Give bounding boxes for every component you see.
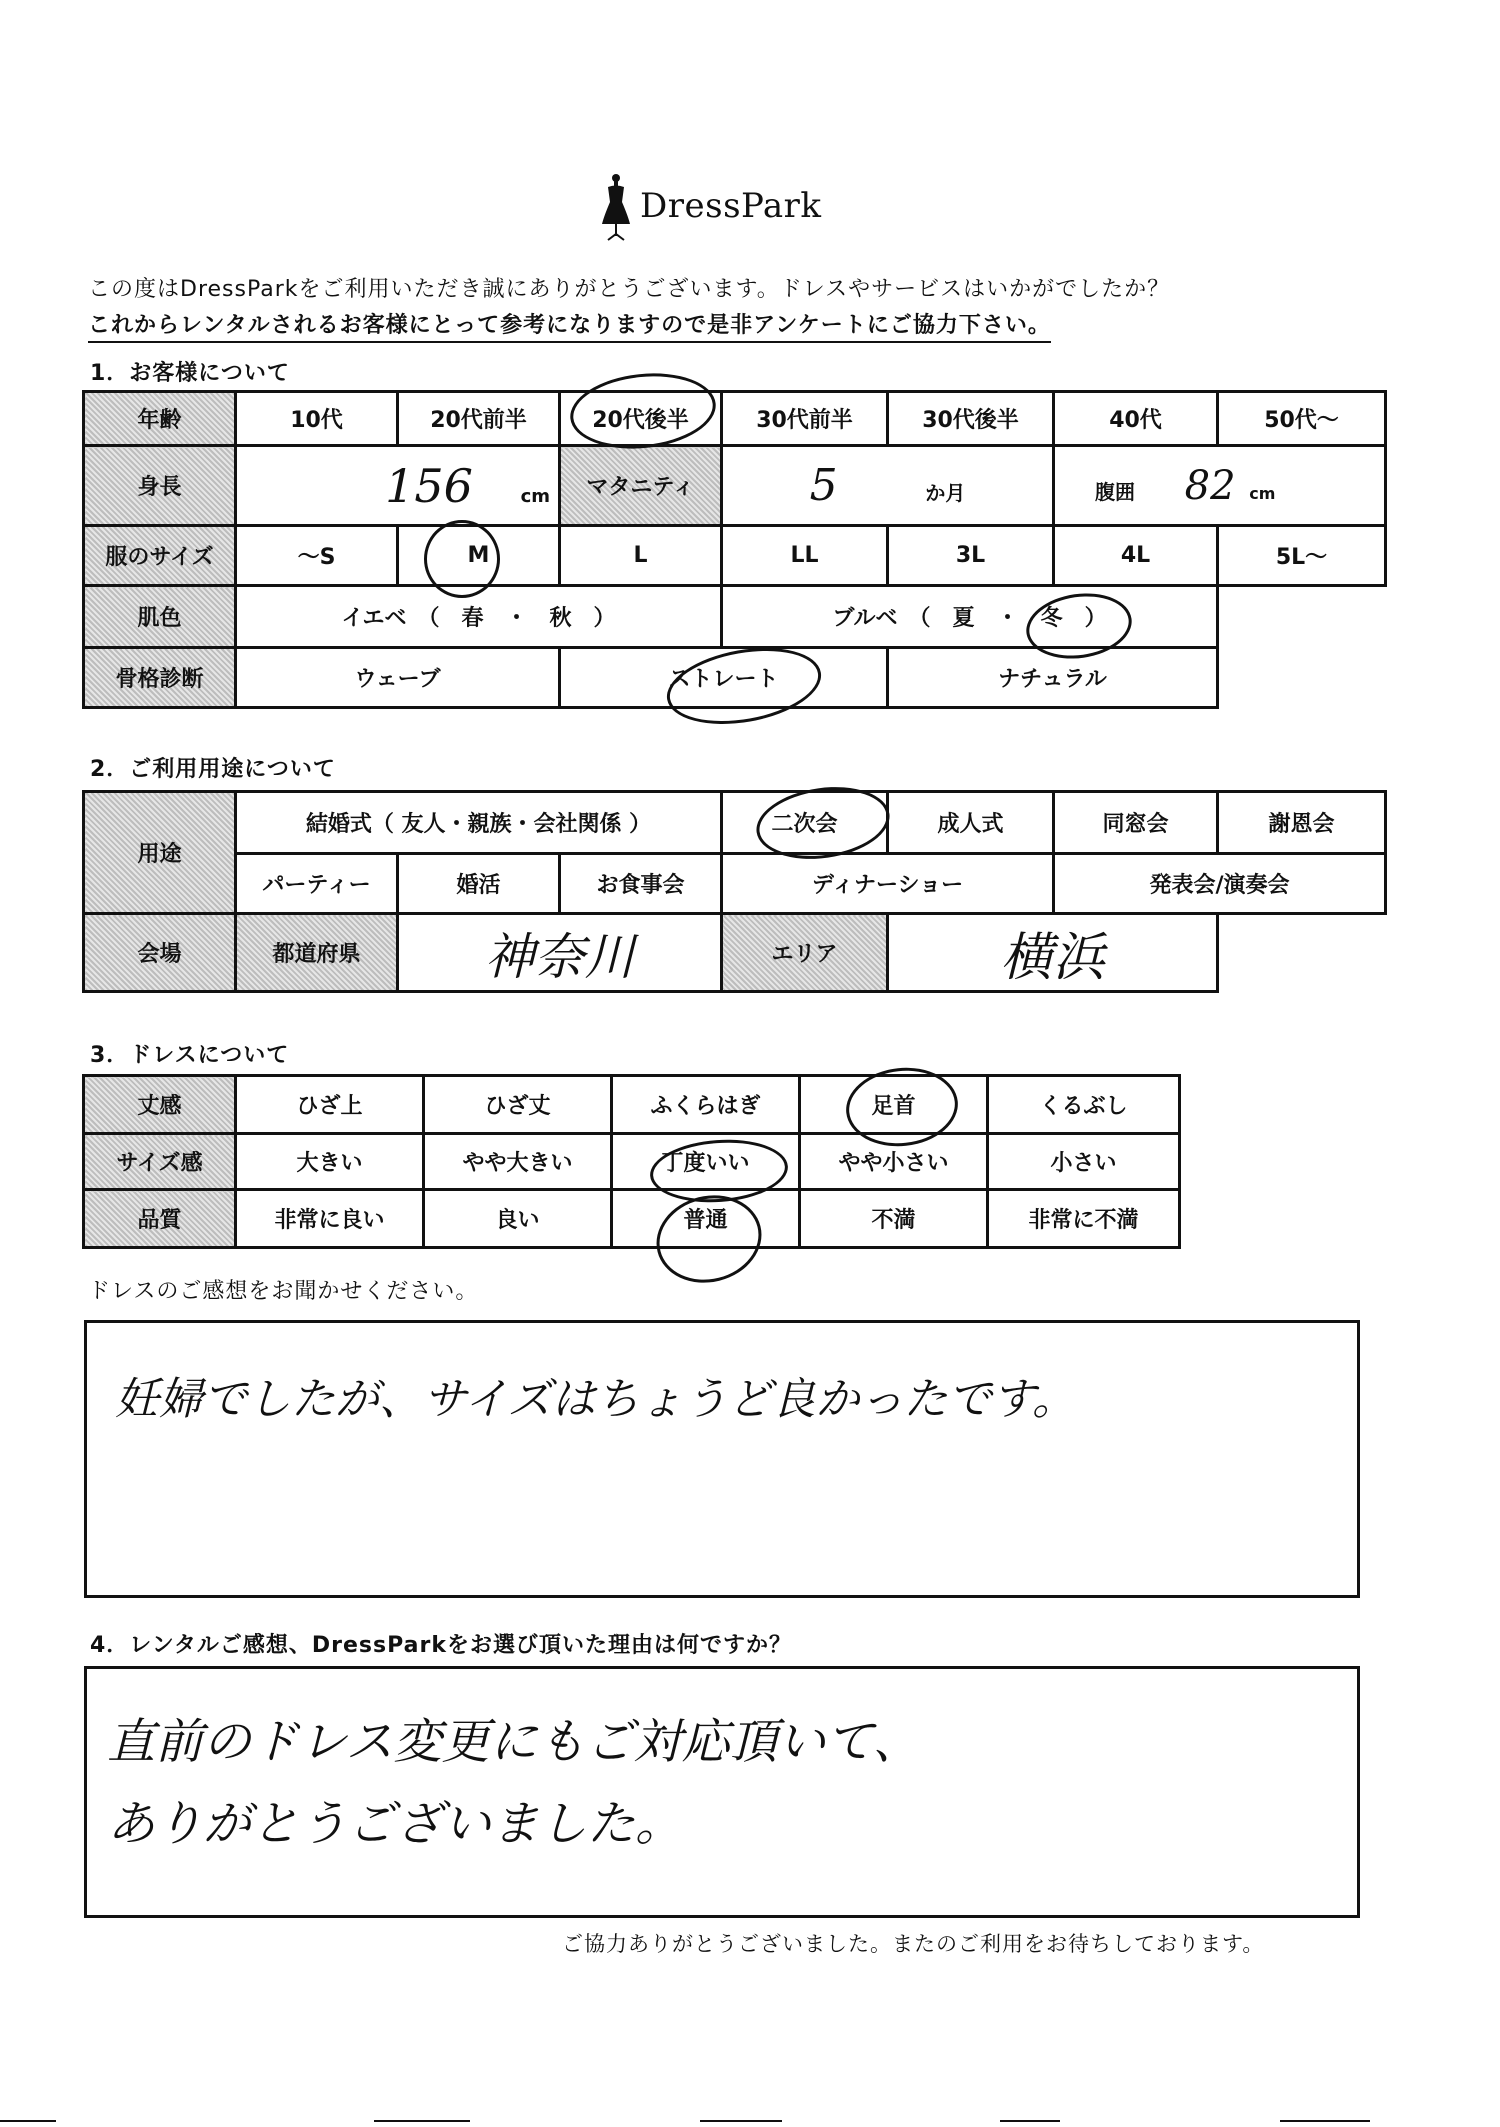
- purpose-option[interactable]: ディナーショー: [722, 854, 1054, 914]
- size-option[interactable]: 5L～: [1218, 526, 1386, 586]
- size-row: [84, 526, 1386, 586]
- waist-value: 82: [1184, 462, 1236, 509]
- edge-mark: [0, 2120, 56, 2122]
- section-4-title: 4．レンタルご感想、DressParkをお選び頂いた理由は何ですか？: [90, 1633, 792, 1658]
- blank-cell: [1218, 586, 1386, 648]
- length-option[interactable]: ふくらはぎ: [612, 1076, 800, 1134]
- length-label: 丈感: [84, 1076, 236, 1134]
- age-option-selected[interactable]: 20代後半: [560, 392, 722, 446]
- reason-line-1: 直前のドレス変更にもご対応頂いて、: [107, 1714, 921, 1770]
- height-label: 身長: [84, 446, 236, 526]
- quality-row: [84, 1190, 1180, 1248]
- dress-mannequin-icon: [600, 172, 632, 242]
- quality-option[interactable]: 非常に良い: [236, 1190, 424, 1248]
- prefecture-value: 神奈川: [484, 927, 635, 986]
- venue-label: 会場: [84, 914, 236, 992]
- size-option[interactable]: LL: [722, 526, 888, 586]
- purpose-option[interactable]: パーティー: [236, 854, 398, 914]
- prefecture-field[interactable]: [398, 914, 722, 992]
- size-option-selected[interactable]: M: [398, 526, 560, 586]
- fit-row: [84, 1134, 1180, 1190]
- usage-table: [82, 790, 1387, 993]
- fit-label: サイズ感: [84, 1134, 236, 1190]
- age-option[interactable]: 50代～: [1218, 392, 1386, 446]
- fit-option[interactable]: 大きい: [236, 1134, 424, 1190]
- brand-name: DressPark: [640, 186, 822, 226]
- age-option[interactable]: 40代: [1054, 392, 1218, 446]
- reason-box[interactable]: [84, 1666, 1360, 1918]
- fit-option[interactable]: 小さい: [988, 1134, 1180, 1190]
- age-option[interactable]: 10代: [236, 392, 398, 446]
- section-1-title: 1．お客様について: [90, 361, 290, 386]
- body-row: [84, 446, 1386, 526]
- skin-blue-suffix: ）: [1062, 606, 1107, 631]
- purpose-option-selected[interactable]: 二次会: [722, 792, 888, 854]
- purpose-option[interactable]: 同窓会: [1054, 792, 1218, 854]
- skeleton-option[interactable]: ナチュラル: [888, 648, 1218, 708]
- impression-text: 妊婦でしたが、サイズはちょうど良かったです。: [115, 1374, 1076, 1425]
- age-label: 年齢: [84, 392, 236, 446]
- area-field[interactable]: [888, 914, 1218, 992]
- fit-option[interactable]: やや大きい: [424, 1134, 612, 1190]
- quality-option[interactable]: 良い: [424, 1190, 612, 1248]
- edge-mark: [700, 2120, 782, 2122]
- purpose-label: 用途: [84, 792, 236, 914]
- skin-yellow-option[interactable]: イエベ （ 春 ・ 秋 ）: [236, 586, 722, 648]
- impression-box[interactable]: [84, 1320, 1360, 1598]
- length-option-selected[interactable]: 足首: [800, 1076, 988, 1134]
- purpose-row-1: [84, 792, 1386, 854]
- skin-blue-option[interactable]: [722, 586, 1218, 648]
- maternity-unit: か月: [925, 481, 966, 505]
- age-option[interactable]: 30代後半: [888, 392, 1054, 446]
- length-option[interactable]: ひざ上: [236, 1076, 424, 1134]
- height-field[interactable]: [236, 446, 560, 526]
- size-label: 服のサイズ: [84, 526, 236, 586]
- section-3-title: 3．ドレスについて: [90, 1043, 290, 1068]
- size-option[interactable]: 4L: [1054, 526, 1218, 586]
- fit-option[interactable]: やや小さい: [800, 1134, 988, 1190]
- area-value: 横浜: [1000, 928, 1105, 988]
- skeleton-label: 骨格診断: [84, 648, 236, 708]
- skin-blue-winter-selected: 冬: [1040, 606, 1063, 631]
- venue-row: [84, 914, 1386, 992]
- footer-thanks: ご協力ありがとうございました。またのご利用をお待ちしております。: [562, 1932, 1265, 1956]
- blank-cell: [1218, 648, 1386, 708]
- length-row: [84, 1076, 1180, 1134]
- height-unit: cm: [520, 485, 550, 507]
- quality-option-selected[interactable]: 普通: [612, 1190, 800, 1248]
- area-label: エリア: [722, 914, 888, 992]
- quality-option[interactable]: 不満: [800, 1190, 988, 1248]
- size-option[interactable]: L: [560, 526, 722, 586]
- reason-line-2: ありがとうございました。: [107, 1796, 684, 1852]
- waist-label: 腹囲: [1095, 479, 1135, 504]
- edge-mark: [374, 2120, 470, 2122]
- purpose-option[interactable]: お食事会: [560, 854, 722, 914]
- impression-prompt: ドレスのご感想をお聞かせください。: [88, 1279, 479, 1304]
- maternity-label: マタニティ: [560, 446, 722, 526]
- height-value: 156: [385, 458, 473, 513]
- size-option[interactable]: ～S: [236, 526, 398, 586]
- intro-line-2: これからレンタルされるお客様にとって参考になりますので是非アンケートにご協力下さい。: [88, 308, 1051, 343]
- section-2-title: 2．ご利用用途について: [90, 757, 336, 782]
- age-option[interactable]: 30代前半: [722, 392, 888, 446]
- purpose-option[interactable]: 発表会/演奏会: [1054, 854, 1386, 914]
- quality-label: 品質: [84, 1190, 236, 1248]
- skeleton-option[interactable]: ウェーブ: [236, 648, 560, 708]
- purpose-row-2: [84, 854, 1386, 914]
- edge-mark: [1000, 2120, 1060, 2122]
- length-option[interactable]: くるぶし: [988, 1076, 1180, 1134]
- skin-label: 肌色: [84, 586, 236, 648]
- customer-table: [82, 390, 1387, 709]
- purpose-option[interactable]: 成人式: [888, 792, 1054, 854]
- brand-logo: [600, 172, 840, 242]
- age-option[interactable]: 20代前半: [398, 392, 560, 446]
- edge-mark: [1280, 2120, 1370, 2122]
- length-option[interactable]: ひざ丈: [424, 1076, 612, 1134]
- intro-line-1: この度はDressParkをご利用いただき誠にありがとうございます。ドレスやサービスはいかがでしたか？: [88, 277, 1171, 302]
- skeleton-option-selected[interactable]: ストレート: [560, 648, 888, 708]
- quality-option[interactable]: 非常に不満: [988, 1190, 1180, 1248]
- skin-row: [84, 586, 1386, 648]
- waist-field[interactable]: [1054, 446, 1386, 526]
- dress-table: [82, 1074, 1181, 1249]
- waist-unit: cm: [1249, 483, 1276, 503]
- maternity-field[interactable]: [722, 446, 1054, 526]
- maternity-value: 5: [809, 460, 838, 511]
- purpose-option[interactable]: 謝恩会: [1218, 792, 1386, 854]
- skeleton-row: [84, 648, 1386, 708]
- purpose-option[interactable]: 婚活: [398, 854, 560, 914]
- age-row: [84, 392, 1386, 446]
- size-option[interactable]: 3L: [888, 526, 1054, 586]
- purpose-option[interactable]: 結婚式（ 友人・親族・会社関係 ）: [236, 792, 722, 854]
- prefecture-label: 都道府県: [236, 914, 398, 992]
- blank-cell: [1218, 914, 1386, 992]
- skin-blue-prefix: ブルベ （ 夏 ・: [832, 606, 1041, 631]
- fit-option-selected[interactable]: 丁度いい: [612, 1134, 800, 1190]
